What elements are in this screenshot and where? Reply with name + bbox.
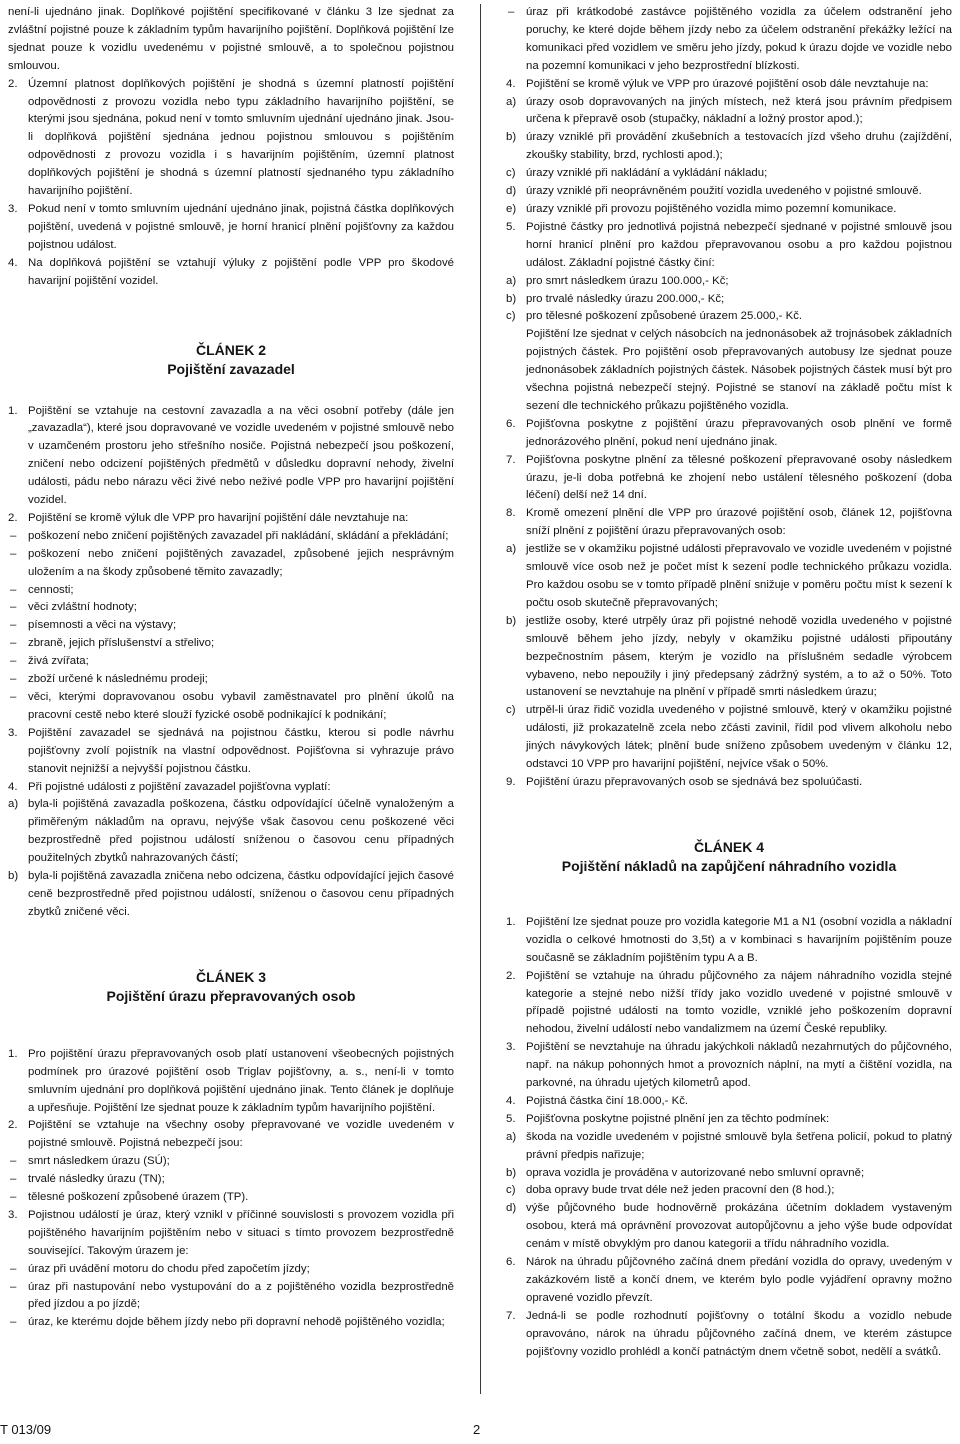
art2-exclusion: – písemnosti a věci na výstavy; <box>8 617 454 635</box>
art2-item-1: 1. Pojištění se vztahuje na cestovní zavazadla a na věci osobní potřeby (dále jen „zavazadla“), které jsou dopravované ve vozidle uvedeném v pojistné smlouvě nebo v uzamčeném prostoru jeho střešního nosiče. Pojistná nebezpečí jsou poškození, zničení nebo odcizení pojištěných předmětů v důsledku dopravní nehody, živelní události, pádu nebo nárazu věci živé nebo neživé podle VPP pro havarijní pojištění vozidel. <box>8 404 454 507</box>
article-2-title: ČLÁNEK 2 <box>195 341 266 358</box>
art3-item-4c: c) úrazy vzniklé při nakládání a vykládání nákladu; <box>506 167 768 180</box>
art2-item-4b: b) byla-li pojištěná zavazadla zničena nebo odcizena, částku odpovídající jejich časové ceně bezprostředně před pojistnou událostí, sníženou o časovou cenu případných zbytků zničené věci. <box>8 870 454 918</box>
art3-accident-type: – úraz při nastupování nebo vystupování do a z pojištěného vozidla bezprostředně před jízdou a po jízdě; <box>8 1279 454 1315</box>
intro-item-4: 4. Na doplňková pojištění se vztahují výluky z pojištění podle VPP pro škodové havarijní pojištění vozidel. <box>8 256 454 287</box>
art3-item-8: 8. Kromě omezení plnění dle VPP pro úrazové pojištění osob, článek 12, pojišťovna sníží plnění z pojištění úrazu přepravovaných osob: <box>506 507 952 538</box>
art3-item-9: 9. Pojištění úrazu přepravovaných osob se sjednává bez spoluúčasti. <box>506 775 863 788</box>
art3-item-1: 1. Pro pojištění úrazu přepravovaných osob platí ustanovení všeobecných pojistných podmínek pro úrazové pojištění osob Triglav pojišťovny, a. s., není-li v tomto smluvním ujednání pro doplňková pojištění ujednáno jinak. Tento článek je doplňuje a upřesňuje. Pojištění lze sjednat pouze k základním typům havarijního pojištění. <box>8 1047 454 1114</box>
art3-risk: – trvalé následky úrazu (TN); <box>8 1171 454 1189</box>
article-4-title: ČLÁNEK 4 <box>693 838 764 855</box>
art2-exclusion: – věci zvláštní hodnoty; <box>8 599 454 617</box>
art4-item-1: 1. Pojištění lze sjednat pouze pro vozidla kategorie M1 a N1 (osobní vozidla a nákladní vozidla o celkové hmotnosti do 3,5t) a v kombinaci s havarijním pojištěním pouze současně se základním pojištěním typu A a B. <box>506 915 952 964</box>
art3-item-7: 7. Pojišťovna poskytne plnění za tělesné poškození přepravované osoby následkem úrazu, je-li doba potřebná ke zhojení nebo ustálení tělesného poškození (doba léčení) delší než 14 dní. <box>506 453 952 502</box>
art2-exclusion: – zboží určené k následnému prodeji; <box>8 671 454 689</box>
art3-accident-type: – úraz při krátkodobé zastávce pojištěného vozidla za účelem odstranění jeho poruchy, ke které dojde během jízdy nebo za účelem odstranění překážky ležící na komunikaci před vozidlem ve směru jeho jízdy, pokud k úrazu dojde ve vozidle nebo na pozemní komunikaci v jeho bezprostřední blízkosti. <box>506 4 952 76</box>
art3-item-4b: b) úrazy vzniklé při provádění zkušebních a testovacích jízd všeho druhu (zajíždění, zkoušky stability, brzd, rychlosti apod.); <box>506 131 952 162</box>
art3-item-6: 6. Pojišťovna poskytne z pojištění úrazu přepravovaných osob plnění ve formě jednorázového plnění, pokud není ujednáno jinak. <box>506 417 952 448</box>
intro-paragraph-1: není-li ujednáno jinak. Doplňkové pojištění specifikované v článku 3 lze sjednat za zvláštní pojistné pouze k základním typům havarijního pojištění. Doplňková pojištění lze sjednat pouze k vozidlu uvedenému v pojistné smlouvě, a to společnou pojistnou smlouvou. <box>8 6 454 72</box>
art2-item-3: 3. Pojištění zavazadel se sjednává na pojistnou částku, kterou si podle návrhu pojišťovny zvolí pojistník na vlastní odpovědnost. Pojišťovna si vyhrazuje právo stanovit nejnižší a nejvyšší pojistnou částku. <box>8 726 454 775</box>
art3-item-5b: b) pro trvalé následky úrazu 200.000,- Kč; <box>506 292 725 305</box>
art4-item-7: 7. Jedná-li se podle rozhodnutí pojišťovny o totální škodu a vozidlo nebude opravováno, nárok na úhradu půjčovného začíná dnem, ve kterém zástupce pojišťovny vozidlo prohlédl a končí patnáctým dnem včetně sobot, nedělí a svátků. <box>506 1309 952 1358</box>
article-4-subtitle: Pojištění nákladů na zapůjčení náhradního vozidla <box>561 857 897 874</box>
right-column <box>506 0 952 1362</box>
intro-item-2: 2. Územní platnost doplňkových pojištění je shodná s územní platností pojištění odpovědnosti z provozu vozidla nebo typu základního havarijního pojištění, se kterými jsou sjednána, pokud není v tomto smluvním ujednání ujednáno jinak. Jsou-li doplňková pojištění sjednána jednou pojistnou smlouvou s pojištěním odpovědnosti z provozu vozidla i s havarijním pojištěním, územní platnost doplňkových pojištění je shodná s územní platností sjednaného typu základního havarijního pojištění. <box>8 77 454 198</box>
art4-item-2: 2. Pojištění se vztahuje na úhradu půjčovného za nájem náhradního vozidla stejné kategorie a stejné nebo nižší třídy jako vozidlo uvedené v pojistné smlouvě v případě pojistné události na tomto vozidle, vzniklé jeho poškozením dopravní nehodou, živelní událostí nebo vandalizmem na území České republiky. <box>506 969 952 1036</box>
art4-item-5a: a) škoda na vozidle uvedeném v pojistné smlouvě byla šetřena policií, pokud to platný právní předpis nařizuje; <box>506 1130 952 1161</box>
art4-item-5c: c) doba opravy bude trvat déle než jeden pracovní den (8 hod.); <box>506 1184 835 1197</box>
art4-item-5: 5. Pojišťovna poskytne pojistné plnění jen za těchto podmínek: <box>506 1112 830 1125</box>
art4-item-3: 3. Pojištění se nevztahuje na úhradu jakýchkoli nákladů nezahrnutých do půjčovného, např. na nákup pohonných hmot a provozních náplní, na mytí a čištění vozidla, na parkovné, na úhradu ujetých kilometrů apod. <box>506 1041 952 1090</box>
art3-item-4: 4. Pojištění se kromě výluk ve VPP pro úrazové pojištění osob dále nevztahuje na: <box>506 77 929 90</box>
page-number: 2 <box>473 1422 481 1437</box>
art3-item-4e: e) úrazy vzniklé při provozu pojištěného vozidla mimo pozemní komunikace. <box>506 202 897 215</box>
column-divider <box>480 4 481 1394</box>
art3-item-5c: c) pro tělesné poškození způsobené úrazem 25.000,- Kč. <box>506 310 803 323</box>
art3-accident-type: – úraz, ke kterému dojde během jízdy nebo při dopravní nehodě pojištěného vozidla; <box>8 1314 454 1332</box>
art4-item-6: 6. Nárok na úhradu půjčovného začíná dnem předání vozidla do opravy, uvedeným v zakázkovém listě a končí dnem, ve kterém bylo podle vyjádření opravny možno opravené vozidlo převzít. <box>506 1256 952 1304</box>
art2-exclusion: – věci, kterými dopravovanou osobu vybavil zaměstnavatel pro plnění úkolů na pracovní cestě nebo které slouží fyzické osobě podnikající k podnikání; <box>8 689 454 725</box>
intro-item-3: 3. Pokud není v tomto smluvním ujednání ujednáno jinak, pojistná částka doplňkových pojištění, uvedená v pojistné smlouvě, je horní hranicí plnění pojišťovny za každou pojistnou událost. <box>8 202 454 251</box>
left-column <box>8 0 454 1332</box>
art3-item-2: 2. Pojištění se vztahuje na všechny osoby přepravované ve vozidle uvedeném v pojistné smlouvě. Pojistná nebezpečí jsou: <box>8 1119 454 1150</box>
article-3-title: ČLÁNEK 3 <box>195 968 266 985</box>
art3-item-8b: b) jestliže osoby, které utrpěly úraz při pojistné nehodě vozidla uvedeného v pojistné smlouvě během jeho jízdy, nebyly v okamžiku pojistné události připoutány bezpečnostním pásem, kterým je vozidlo na příslušném sedadle výrobcem vybaveno, nebo nepoužily i jiný předepsaný zádržný systém, a to až o 50%. Toto ustanovení se nevztahuje na plnění v případě smrti následkem úrazu; <box>506 614 952 699</box>
art3-item-8c: c) utrpěl-li úraz řidič vozidla uvedeného v pojistné smlouvě, který v okamžiku pojistné události, již prokazatelně zcela nebo zčásti zavinil, řídil pod vlivem alkoholu nebo jiných návykových látek; plnění bude sníženo způsobem uvedeným v článku 12, odstavci 10 VPP pro havarijní pojištění, nejvíce však o 50%. <box>506 704 952 771</box>
art3-item-4d: d) úrazy vzniklé při neoprávněném použití vozidla uvedeného v pojistné smlouvě. <box>506 185 922 198</box>
art3-item-8a: a) jestliže se v okamžiku pojistné události přepravovalo ve vozidle uvedeném v pojistné smlouvě více osob než je počet míst k sezení podle technického průkazu vozidla. Pro každou osobu se v tomto případě plnění snižuje v poměru počtu míst k sezení k počtu osob skutečně přepravovaných; <box>506 543 952 609</box>
art4-item-5d: d) výše půjčovného bude hodnověrně prokázána účetním dokladem vystaveným osobou, která má oprávnění provozovat autopůjčovnu a jeho výše bude odpovídat cenám v místě obvyklým pro danou kategorii a třídu náhradního vozidla. <box>506 1202 952 1251</box>
art4-item-5b: b) oprava vozidla je prováděna v autorizované nebo smluvní opravně; <box>506 1166 865 1179</box>
art2-exclusion: – živá zvířata; <box>8 653 454 671</box>
art3-risk: – tělesné poškození způsobené úrazem (TP). <box>8 1189 454 1207</box>
art3-item-5: 5. Pojistné částky pro jednotlivá pojistná nebezpečí sjednané v pojistné smlouvě jsou horní hranicí plnění pro každou přepravovanou osobu a pro každou pojistnou událost. Základní pojistné částky činí: <box>506 220 952 269</box>
art4-item-4: 4. Pojistná částka činí 18.000,- Kč. <box>506 1094 689 1107</box>
art2-item-4: 4. Při pojistné události z pojištění zavazadel pojišťovna vyplatí: <box>8 780 331 793</box>
art2-exclusion: – zbraně, jejich příslušenství a střelivo; <box>8 635 454 653</box>
art2-exclusion: – poškození nebo zničení pojištěných zavazadel při nakládání, skládání a překládání; <box>8 528 454 546</box>
art3-accident-type: – úraz při uvádění motoru do chodu před započetím jízdy; <box>8 1261 454 1279</box>
art2-exclusion: – cennosti; <box>8 582 454 600</box>
art2-item-4a: a) byla-li pojištěná zavazadla poškozena, částku odpovídající účelně vynaloženým a přiměřeným nákladům na opravu, nejvýše však časovou cenu poškozené věci bezprostředně před pojistnou událostí sníženou o časovou cenu případných použitelných zbytků nahrazovaných částí; <box>8 798 454 865</box>
art3-item-3: 3. Pojistnou událostí je úraz, který vznikl v příčinné souvislosti s provozem vozidla při pojištěného havarijním pojištěním nebo v situaci s tímto provozem bezprostředně související. Takovým úrazem je: <box>8 1208 454 1257</box>
document-code: T 013/09 <box>0 1422 52 1437</box>
article-3-subtitle: Pojištění úrazu přepravovaných osob <box>106 987 356 1004</box>
art2-exclusion: – poškození nebo zničení pojištěných zavazadel, způsobené jejich nesprávným uložením a na škody způsobené těmito zavazadly; <box>8 546 454 582</box>
art3-item-4a: a) úrazy osob dopravovaných na jiných místech, než která jsou právním předpisem určena k přepravě osob (stupačky, nákladní a ložný prostor apod.); <box>506 95 952 126</box>
art2-item-2: 2. Pojištění se kromě výluk dle VPP pro havarijní pojištění dále nevztahuje na: <box>8 511 409 524</box>
art3-item-5-continuation: Pojištění lze sjednat v celých násobcích na jednonásobek až trojnásobek základních pojistných částek. Pro pojištění osob přepravovaných autobusy lze sjednat pouze jednonásobek základních pojistných částek. Násobek pojistných částek musí být pro všechna pojistná nebezpečí stejný. Pojistné se stanoví na základě počtu míst k sezení dle technického průkazu pojištěného vozidla. <box>526 328 952 412</box>
art3-item-5a: a) pro smrt následkem úrazu 100.000,- Kč; <box>506 274 729 287</box>
art3-risk: – smrt následkem úrazu (SÚ); <box>8 1153 454 1171</box>
article-2-subtitle: Pojištění zavazadel <box>167 360 295 377</box>
